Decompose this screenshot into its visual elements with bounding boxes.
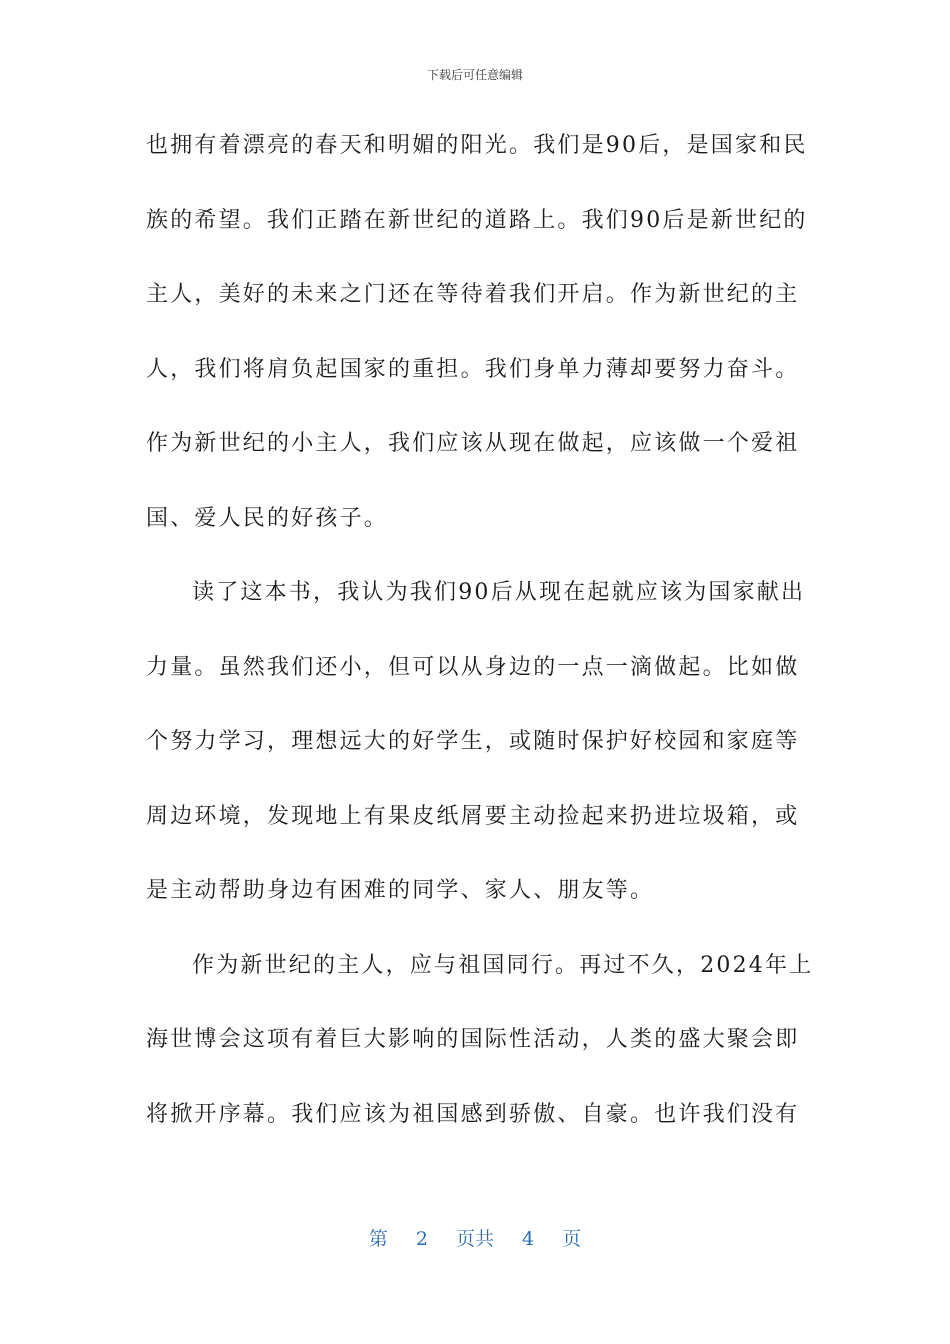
text-line: 国、爱人民的好孩子。 (146, 505, 389, 531)
paragraph-start-line: 读了这本书，我认为我们90后从现在起就应该为国家献出 (192, 580, 806, 605)
text-line: 也拥有着漂亮的春天和明媚的阳光。我们是90后，是国家和民 (146, 133, 808, 158)
footer-middle: 页共 (455, 1228, 494, 1250)
current-page-number: 2 (415, 1228, 428, 1250)
header-text: 下载后可任意编辑 (426, 68, 523, 82)
footer-prefix: 第 (368, 1228, 388, 1250)
text-line: 族的希望。我们正踏在新世纪的道路上。我们90后是新世纪的 (146, 207, 808, 233)
footer-suffix: 页 (562, 1228, 582, 1250)
text-line: 是主动帮助身边有困难的同学、家人、朋友等。 (146, 878, 655, 903)
paragraph-start-line: 作为新世纪的主人，应与祖国同行。再过不久，2024年上 (192, 952, 814, 978)
text-line: 海世博会这项有着巨大影响的国际性活动，人类的盛大聚会即 (146, 1027, 800, 1052)
text-line: 力量。虽然我们还小，但可以从身边的一点一滴做起。比如做 (146, 654, 800, 680)
page-footer (0, 1224, 950, 1251)
total-pages-number: 4 (522, 1228, 535, 1250)
text-line: 将掀开序幕。我们应该为祖国感到骄傲、自豪。也许我们没有 (146, 1101, 800, 1127)
document-body (146, 124, 814, 1167)
page-header (0, 66, 950, 83)
text-line: 作为新世纪的小主人，我们应该从现在做起，应该做一个爱祖 (146, 431, 800, 456)
text-line: 人，我们将肩负起国家的重担。我们身单力薄却要努力奋斗。 (146, 356, 800, 382)
text-line: 主人，美好的未来之门还在等待着我们开启。作为新世纪的主 (146, 282, 800, 307)
text-line: 个努力学习，理想远大的好学生，或随时保护好校园和家庭等 (146, 729, 800, 754)
text-line: 周边环境，发现地上有果皮纸屑要主动捡起来扔进垃圾箱，或 (146, 803, 800, 829)
